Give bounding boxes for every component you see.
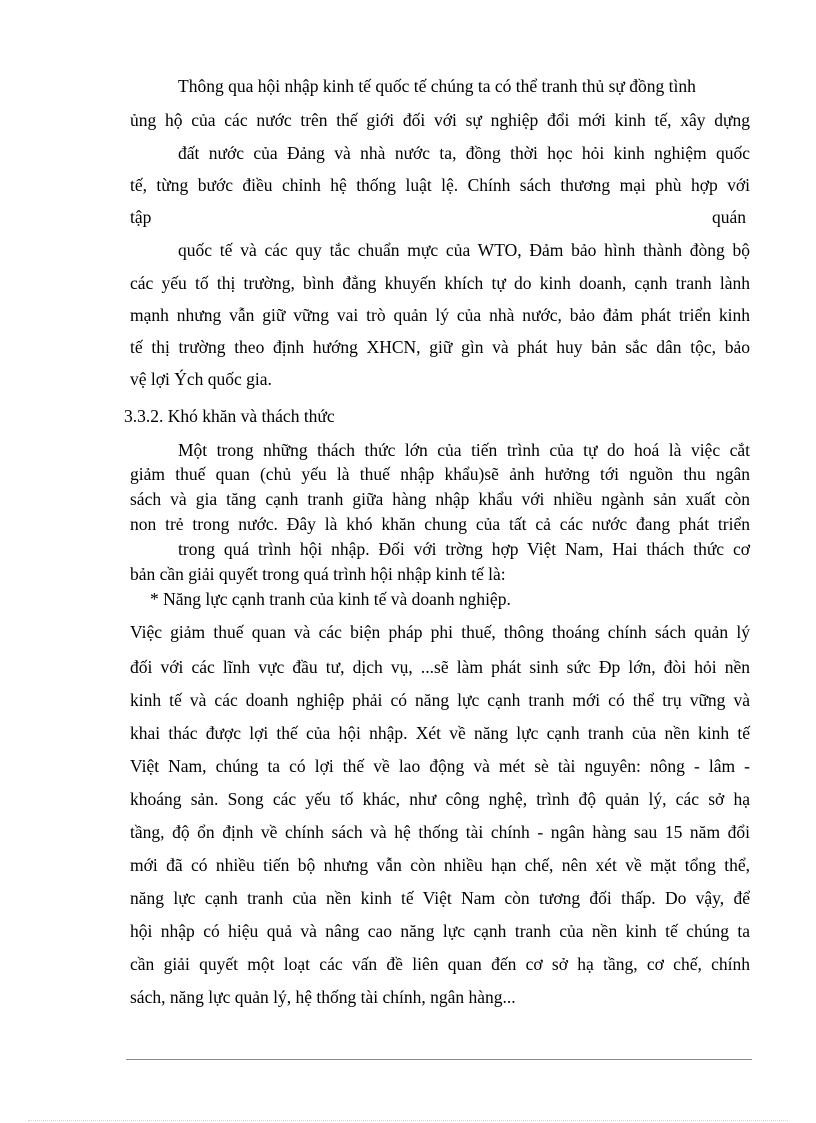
paragraph2-line: sách và gia tăng cạnh tranh giữa hàng nhập khẩu với nhiều ngành sản xuất còn bbox=[130, 489, 750, 509]
bullet-item: * Năng lực cạnh tranh của kinh tế và doanh nghiệp. bbox=[150, 589, 511, 609]
paragraph3-line: năng lực cạnh tranh của nền kinh tế Việt Nam còn tương đối thấp. Do vậy, để bbox=[130, 888, 750, 908]
paragraph2-line: bản cần giải quyết trong quá trình hội nhập kinh tế là: bbox=[130, 564, 506, 584]
footer-divider bbox=[126, 1059, 752, 1060]
paragraph2-line: giảm thuế quan (chủ yếu là thuế nhập khẩu)sẽ ảnh hưởng tới nguồn thu ngân bbox=[130, 464, 750, 484]
paragraph1-line: các yếu tố thị trường, bình đẳng khuyến khích tự do kinh doanh, cạnh tranh lành bbox=[130, 273, 750, 293]
paragraph3-line: đối với các lĩnh vực đầu tư, dịch vụ, ...sẽ làm phát sinh sức Ðp lớn, đòi hỏi nền bbox=[130, 657, 750, 677]
paragraph1-line: mạnh nhưng vẫn giữ vững vai trò quản lý của nhà nước, bảo đảm phát triển kinh bbox=[130, 305, 750, 325]
paragraph3-line: tầng, độ ổn định về chính sách và hệ thống tài chính - ngân hàng sau 15 năm đổi bbox=[130, 822, 750, 842]
paragraph3-line: cần giải quyết một loạt các vấn đề liên quan đến cơ sở hạ tầng, cơ chế, chính bbox=[130, 954, 750, 974]
section-heading: 3.3.2. Khó khăn và thách thức bbox=[124, 406, 335, 426]
paragraph1-line: quốc tế và các quy tắc chuẩn mực của WTO, Đảm bảo hình thành đòng bộ bbox=[178, 240, 750, 260]
paragraph1-line: đất nước của Đảng và nhà nước ta, đồng thời học hỏi kinh nghiệm quốc bbox=[178, 143, 750, 163]
paragraph1-line: tập bbox=[130, 207, 152, 227]
paragraph1-line: ủng hộ của các nước trên thế giới đối với sự nghiệp đổi mới kinh tế, xây dựng bbox=[130, 110, 750, 130]
paragraph1-line: quán bbox=[712, 207, 747, 227]
paragraph2-line: non trẻ trong nước. Đây là khó khăn chung của tất cả các nước đang phát triển bbox=[130, 514, 750, 534]
paragraph2-line: trong quá trình hội nhập. Đối với trờng hợp Việt Nam, Hai thách thức cơ bbox=[178, 539, 750, 559]
paragraph3-line: mới đã có nhiều tiến bộ nhưng vẫn còn nhiều hạn chế, nên xét về mặt tổng thể, bbox=[130, 855, 750, 875]
paragraph3-line: kinh tế và các doanh nghiệp phải có năng lực cạnh tranh mới có thể trụ vững và bbox=[130, 690, 750, 710]
paragraph3-line: sách, năng lực quản lý, hệ thống tài chính, ngân hàng... bbox=[130, 987, 516, 1007]
paragraph3-line: hội nhập có hiệu quả và nâng cao năng lực cạnh tranh của nền kinh tế chúng ta bbox=[130, 921, 750, 941]
paragraph1-line: tế, từng bước điều chỉnh hệ thống luật lệ. Chính sách thương mại phù hợp với bbox=[130, 175, 750, 195]
paragraph1-line: tế thị trường theo định hướng XHCN, giữ gìn và phát huy bản sắc dân tộc, bảo bbox=[130, 337, 750, 357]
paragraph2-line: Một trong những thách thức lớn của tiến trình của tự do hoá là việc cắt bbox=[178, 440, 750, 460]
paragraph3-line: khai thác được lợi thế của hội nhập. Xét về năng lực cạnh tranh của nền kinh tế bbox=[130, 723, 750, 743]
paragraph1-line: Thông qua hội nhập kinh tế quốc tế chúng ta có thể tranh thủ sự đồng tình bbox=[178, 76, 696, 96]
paragraph3-line: khoáng sản. Song các yếu tố khác, như công nghệ, trình độ quản lý, các sở hạ bbox=[130, 789, 750, 809]
paragraph1-line: vệ lợi Ých quốc gia. bbox=[130, 369, 272, 389]
paragraph3-line: Việc giảm thuế quan và các biện pháp phi thuế, thông thoáng chính sách quản lý bbox=[130, 622, 750, 642]
page-bottom-dotted-line bbox=[28, 1120, 788, 1121]
paragraph3-line: Việt Nam, chúng ta có lợi thế về lao động và mét sè tài nguyên: nông - lâm - bbox=[130, 756, 750, 776]
